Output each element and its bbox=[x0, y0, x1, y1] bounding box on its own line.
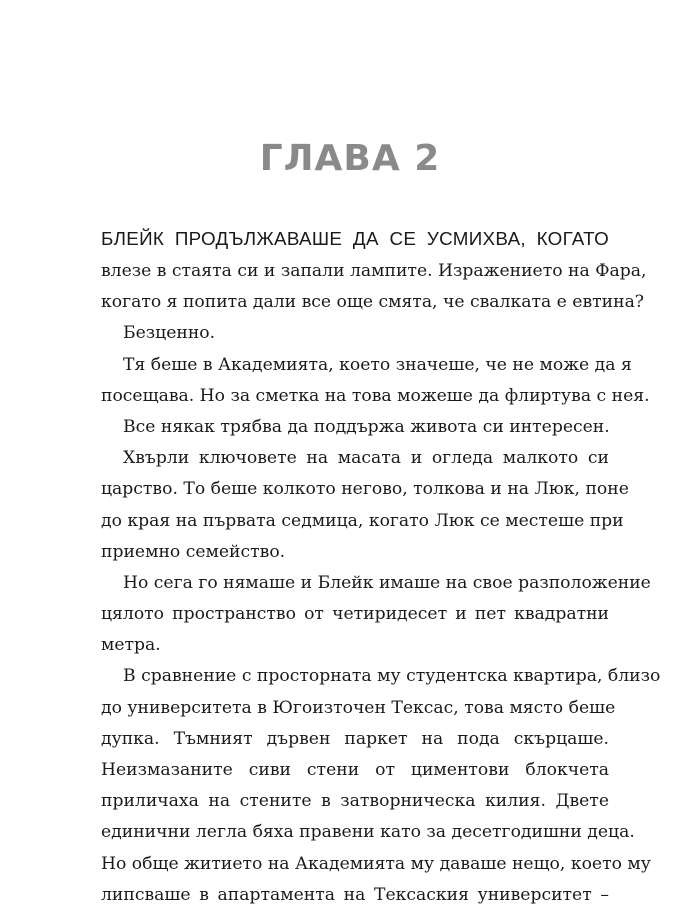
text-line: до университета в Югоизточен Тексас, това място беше bbox=[101, 697, 616, 718]
text-line: посещава. Но за сметка на това можеше да флиртува с нея. bbox=[101, 385, 650, 406]
text-line: до края на първата седмица, когато Люк се местеше при bbox=[101, 510, 624, 531]
text-line: приличаха на стените в затворническа килия. Двете bbox=[101, 791, 609, 812]
text-line: Безценно. bbox=[123, 323, 216, 344]
text-line: приемно семейство. bbox=[101, 541, 286, 562]
text-line: липсваше в апартамента на Тексаския университет – bbox=[101, 884, 609, 905]
text-line: БЛЕЙК ПРОДЪЛЖАВАШЕ ДА СЕ УСМИХВА, КОГАТО bbox=[101, 228, 609, 249]
text-line: когато я попита дали все още смята, че свалката е евтина? bbox=[101, 292, 645, 313]
text-line: Хвърли ключовете на масата и огледа малкото си bbox=[123, 448, 609, 469]
text-line: Неизмазаните сиви стени от циментови блокчета bbox=[101, 760, 609, 780]
text-line: Все някак трябва да поддържа живота си интересен. bbox=[123, 416, 610, 437]
text-line: дупка. Тъмният дървен паркет на пода скърцаше. bbox=[101, 728, 609, 749]
text-line: метра. bbox=[101, 635, 161, 656]
text-line: царство. То беше колкото негово, толкова и на Люк, поне bbox=[101, 479, 629, 500]
chapter-title: ГЛАВА 2 bbox=[259, 138, 441, 179]
text-line: В сравнение с просторната му студентска квартира, близо bbox=[123, 666, 661, 687]
chapter-body bbox=[101, 222, 661, 911]
text-line: влезе в стаята си и запали лампите. Изражението на Фара, bbox=[101, 261, 647, 281]
text-line: Но обще житието на Академията му даваше нещо, което му bbox=[101, 853, 651, 874]
text-line: Но сега го нямаше и Блейк имаше на свое разположение bbox=[123, 572, 651, 593]
text-line: цялото пространство от четиридесет и пет квадратни bbox=[101, 604, 609, 625]
text-line: Тя беше в Академията, което значеше, че не може да я bbox=[123, 354, 632, 375]
text-line: единични легла бяха правени като за десетгодишни деца. bbox=[101, 822, 635, 843]
